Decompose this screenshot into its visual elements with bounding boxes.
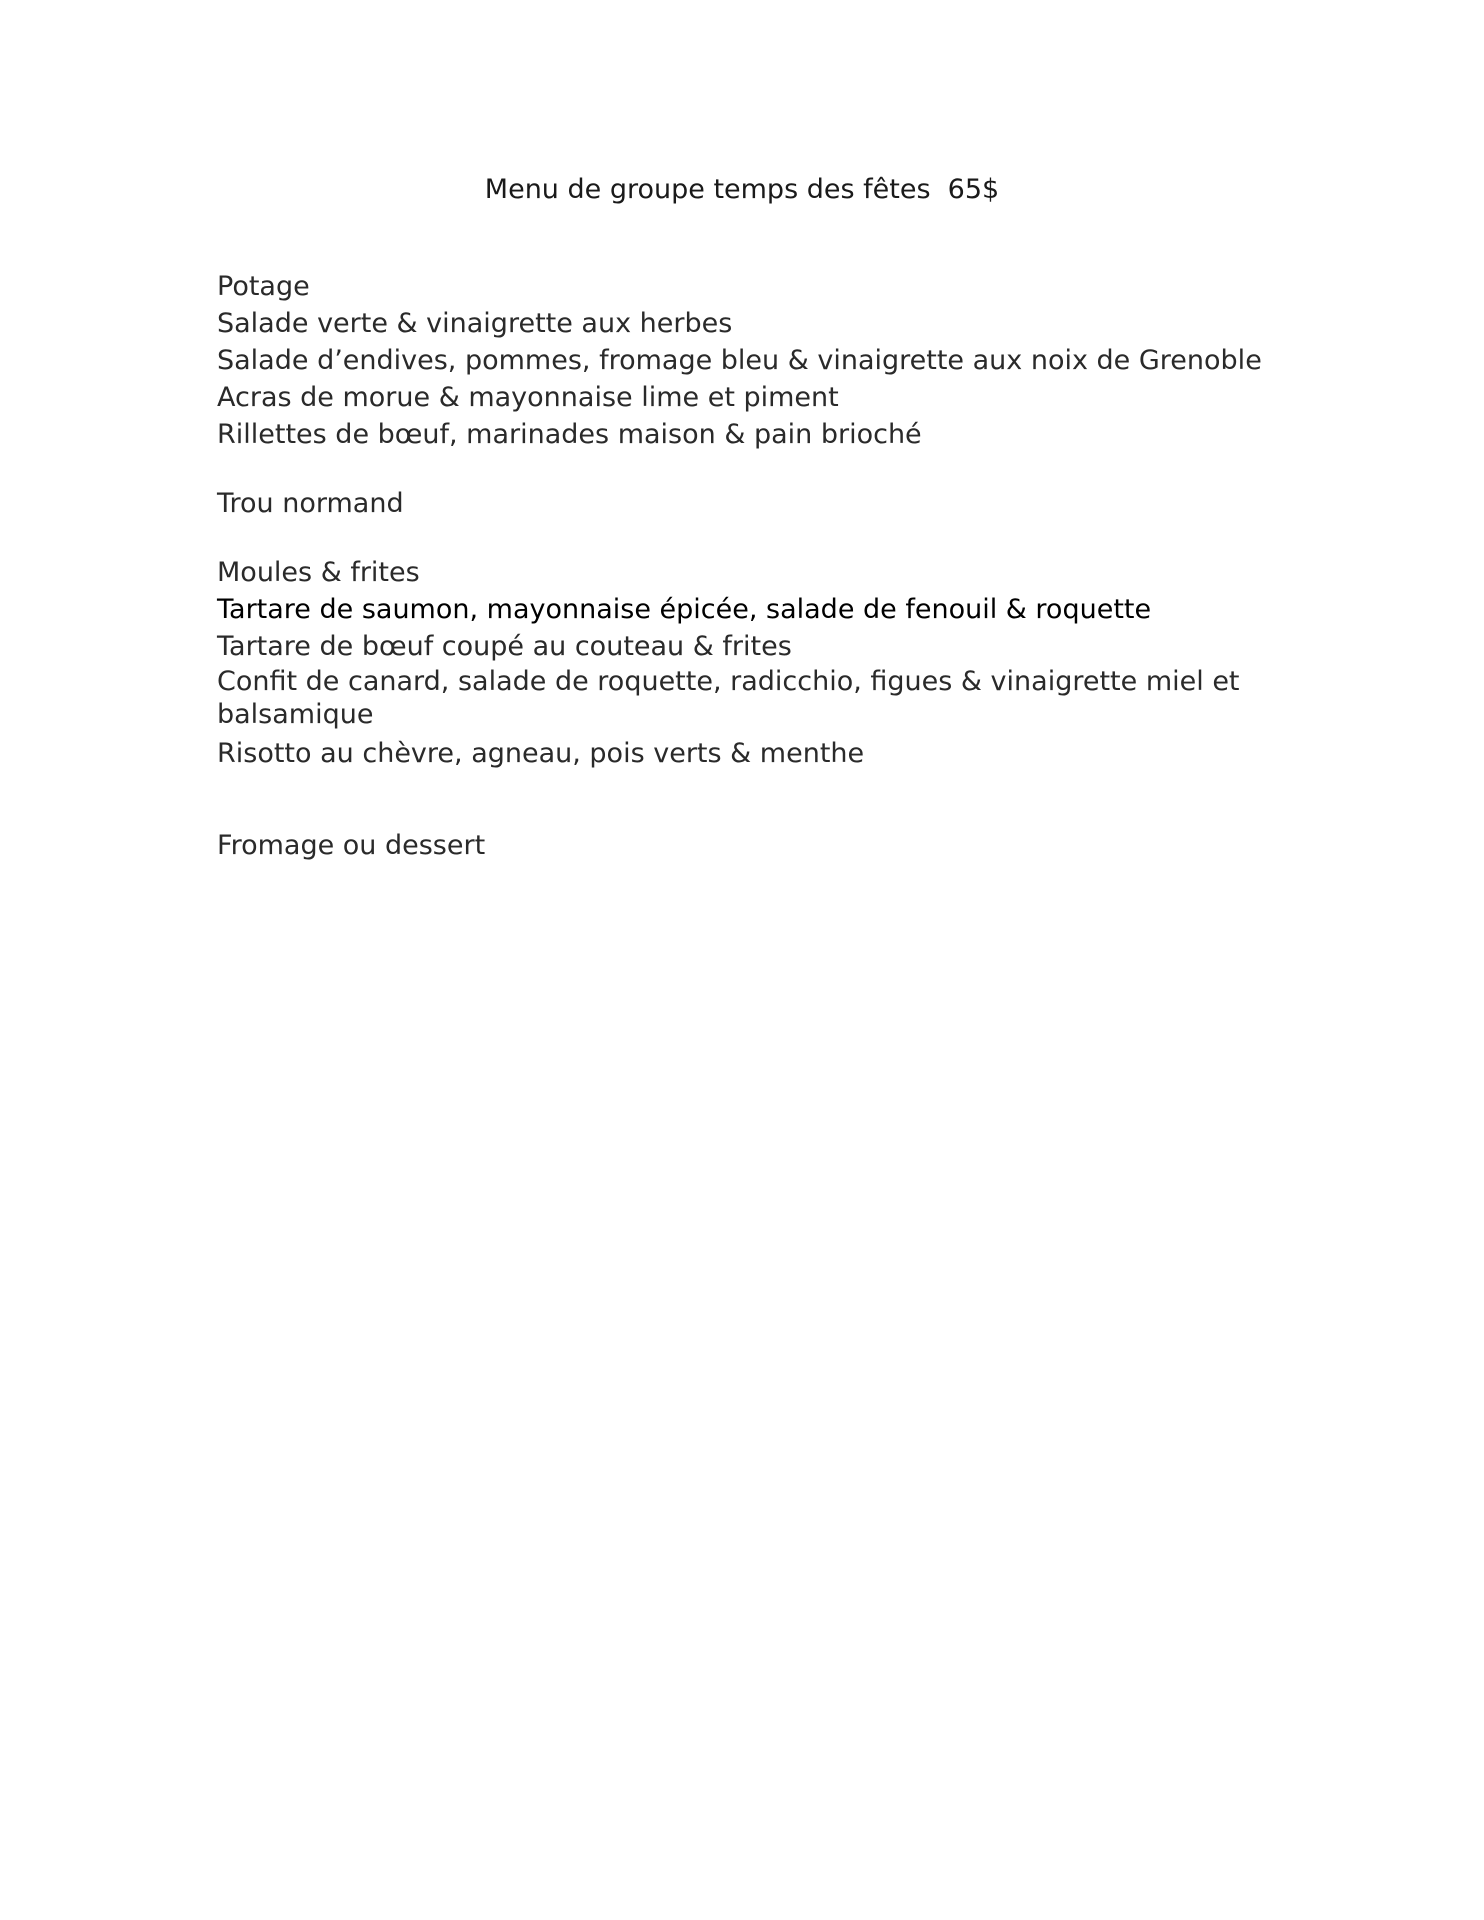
menu-item: Confit de canard, salade de roquette, radicchio, figues & vinaigrette miel et balsamique — [217, 666, 1240, 730]
menu-item: Acras de morue & mayonnaise lime et piment — [217, 382, 839, 413]
menu-section-starters — [217, 268, 1277, 453]
menu-item: Moules & frites — [217, 557, 420, 588]
menu-section-intermission — [217, 485, 1277, 522]
menu-item: Salade verte & vinaigrette aux herbes — [217, 308, 733, 339]
menu-item: Trou normand — [217, 488, 404, 519]
menu-item: Tartare de bœuf coupé au couteau & frites — [217, 631, 792, 662]
menu-item: Fromage ou dessert — [217, 830, 486, 861]
menu-section-mains — [217, 554, 1277, 772]
menu-item: Tartare de saumon, mayonnaise épicée, salade de fenouil & roquette — [217, 594, 1152, 625]
menu-section-final-course — [217, 827, 1277, 864]
menu-item: Rillettes de bœuf, marinades maison & pain brioché — [217, 419, 922, 450]
menu-item: Salade d’endives, pommes, fromage bleu & vinaigrette aux noix de Grenoble — [217, 345, 1262, 376]
menu-item: Risotto au chèvre, agneau, pois verts & menthe — [217, 738, 865, 769]
menu-title: Menu de groupe temps des fêtes 65$ — [484, 174, 1000, 205]
menu-item: Potage — [217, 271, 310, 302]
menu-body — [217, 268, 1277, 864]
